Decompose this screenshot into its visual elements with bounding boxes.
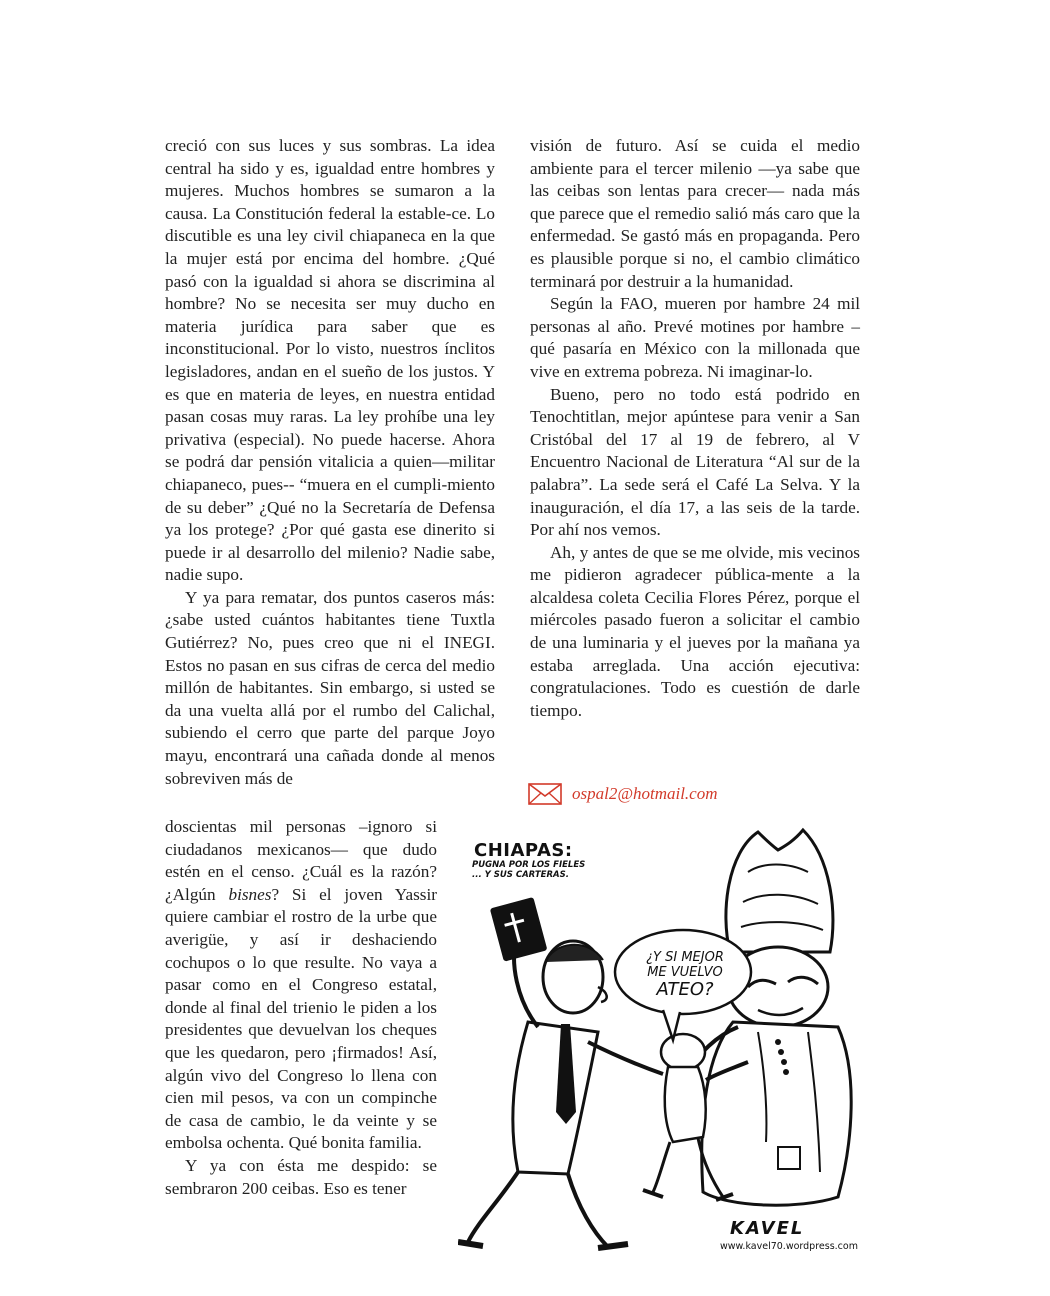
left-column-narrow (165, 816, 437, 1200)
man-body (513, 1022, 598, 1174)
paragraph: Y ya para rematar, dos puntos caseros más: ¿sabe usted cuántos habitantes tiene Tuxtla Gutiérrez? No, pues creo que ni el INEGI. Estos no pasan en sus cifras de cerca del medio millón de habitantes. Sin embargo, si usted se da una vuelta allá por el rumbo del Calichal, subiendo el cerro que parte del parque Joyo mayu, encontrará una cañada donde al menos sobreviven más de (165, 587, 495, 788)
paragraph: Bueno, pero no todo está podrido en Tenochtitlan, mejor apúntese para venir a San Cristóbal del 17 al 19 de febrero, al V Encuentro Nacional de Literatura “Al sur de la palabra”. La sede será el Café La Selva. Y la inauguración, el día 17, a las seis de la tarde. Por ahí nos vemos. (530, 384, 860, 540)
subtitle-line: ... Y SUS CARTERAS. (472, 870, 569, 880)
email-address[interactable]: ospal2@hotmail.com (572, 784, 718, 803)
bible (490, 897, 548, 962)
author-email[interactable] (528, 783, 718, 805)
text-run: doscientas mil personas –ignoro si ciudadanos mexicanos— que dudo estén en el censo. ¿Cuál es la razón? ¿Algún (165, 817, 437, 904)
speech-balloon-text (630, 950, 740, 1000)
balloon-line: ¿Y SI MEJOR (646, 950, 724, 965)
left-column (165, 135, 495, 790)
right-column (530, 135, 860, 722)
cartoonist-signature: KAVEL (730, 1218, 805, 1239)
boy-body (665, 1067, 706, 1142)
paragraph: visión de futuro. Así se cuida el medio ambiente para el tercer milenio —ya sabe que las ceibas son lentas para crecer— nada más que parece que el remedio salió más caro que la enfermedad. Se gastó más en propaganda. Pero es plausible porque si no, el cambio climático terminará por destruir a la humanidad. (530, 136, 860, 291)
envelope-icon (528, 783, 562, 805)
balloon-line: ATEO? (656, 979, 714, 1000)
cartoon-subtitle (472, 860, 622, 880)
text-run: ? Si el joven Yassir quiere cambiar el rostro de la urbe que averigüe, y así ir deshaciendo cochupos o lo que resulte. No vaya a pasar como en el Congreso estatal, donde al final del trienio le piden a los presidentes que devuelvan los cheques que les quedaron, pero ¡firmados! Así, algún vivo del Congreso lo llena con cien mil pesos, va con un compinche de casa de cambio, le da veinte y se embolsa ochenta. Qué bonita familia. (165, 884, 437, 1153)
mitre-shape (726, 830, 833, 952)
cartoon-title: CHIAPAS: (474, 840, 573, 861)
italic-word: bisnes (228, 884, 272, 904)
paragraph: Y ya con ésta me despido: se sembraron 200 ceibas. Eso es tener (165, 1155, 437, 1198)
paragraph: Según la FAO, mueren por hambre 24 mil personas al año. Prevé motines por hambre –qué pasaría en México con la millonada que vive en extrema pobreza. Ni imaginar-lo. (530, 294, 860, 381)
paragraph (165, 816, 437, 1155)
paragraph: Ah, y antes de que se me olvide, mis vecinos me pidieron agradecer pública-mente a la alcaldesa coleta Cecilia Flores Pérez, porque el miércoles pasado fueron a solicitar el cambio de una luminaria y el jueves por la mañana ya estaba arreglada. Una acción ejecutiva: congratulaciones. Todo es cuestión de darle tiempo. (530, 542, 860, 720)
subtitle-line: PUGNA POR LOS FIELES (472, 860, 586, 870)
balloon-line: ME VUELVO (647, 965, 723, 980)
cartoonist-website: www.kavel70.wordpress.com (720, 1241, 858, 1252)
paragraph: creció con sus luces y sus sombras. La idea central ha sido y es, igualdad entre hombres y mujeres. Muchos hombres se sumaron a la causa. La Constitución federal la estable-ce. Lo discutible es una ley civil chiapaneca en la que la mujer está por encima del hombre. ¿Qué pasó con la igualdad si ahora se discrimina al hombre? No se necesita ser muy ducho en materia jurídica para saber que es inconstitucional. Por lo visto, nuestros ínclitos legisladores, andan en el sueño de los justos. Y es que en materia de leyes, en nuestra entidad pasan cosas muy raras. La ley prohíbe una ley privativa (especial). No puede hacerse. Ahora se podrá dar pensión vitalicia a quien—militar chiapaneco, pues-- “muera en el cumpli-miento de su deber” ¿Qué no la Secretaría de Defensa ya los protege? ¿Por qué gasta ese dinerito si puede ir al desarrollo del milenio? Nadie sabe, nadie supo. (165, 136, 495, 585)
boy-head (661, 1034, 705, 1070)
bishop-robe (702, 1022, 851, 1205)
